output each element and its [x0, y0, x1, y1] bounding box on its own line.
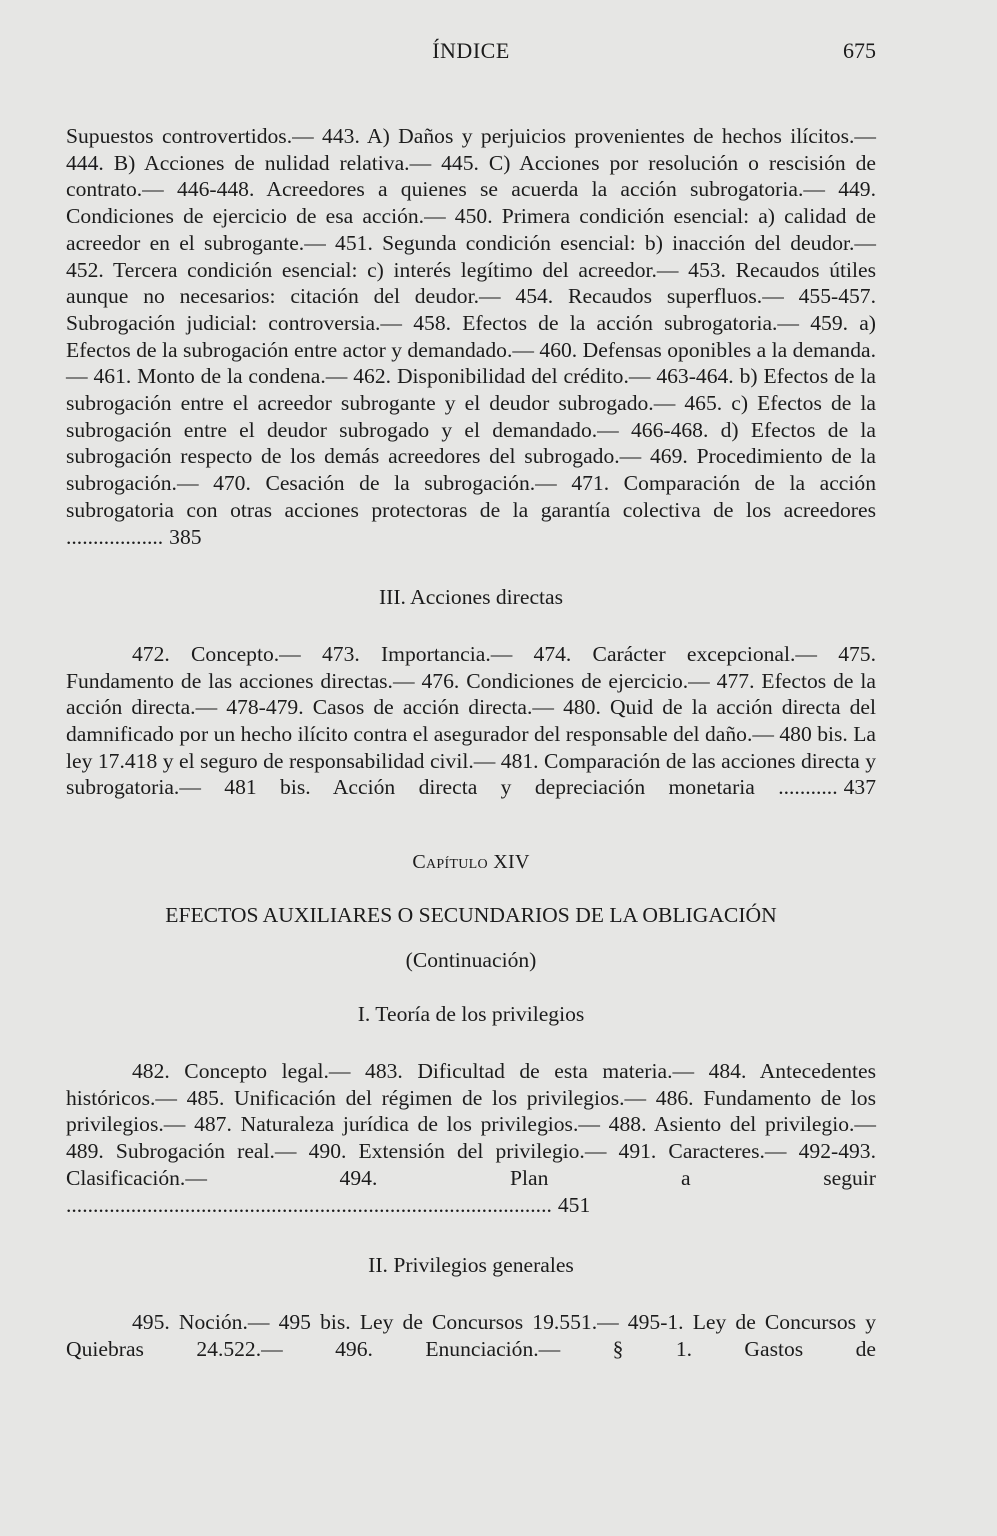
section-heading-privilegios-generales: II. Privilegios generales	[368, 1253, 574, 1278]
section-heading-acciones-directas: III. Acciones directas	[378, 585, 564, 610]
chapter-label: Capítulo XIV	[412, 851, 530, 874]
entry-page-ref: 385	[169, 524, 202, 549]
chapter-title: EFECTOS AUXILIARES O SECUNDARIOS DE LA OBLIGACIÓN	[165, 902, 777, 927]
entry-text: 472. Concepto.— 473. Importancia.— 474. Carácter excepcional.— 475. Fundamento de las acciones directas.— 476. Condiciones de ejercicio.— 477. Efectos de la acción directa.— 478-479. Casos de acción directa.— 480. Quid de la acción directa del damnificado por un hecho ilícito contra el asegurador del responsable del daño.— 480 bis. La ley 17.418 y el seguro de responsabilidad civil.— 481. Comparación de las acciones directa y subrogatoria.— 481 bis. Acción directa y depreciación monetaria ...........	[66, 641, 876, 800]
index-entry-subrogatoria	[66, 123, 876, 550]
index-entry-privilegios-generales	[66, 1309, 876, 1362]
index-body	[66, 123, 876, 1362]
entry-page-ref: 451	[557, 1192, 591, 1217]
index-entry-acciones-directas	[66, 641, 876, 801]
page-header	[66, 38, 876, 70]
section-heading-teoria-privilegios: I. Teoría de los privilegios	[357, 1002, 585, 1027]
entry-text: 482. Concepto legal.— 483. Dificultad de esta materia.— 484. Antecedentes históricos.— 485. Unificación del régimen de los privilegios.— 486. Fundamento de los privilegios.— 487. Naturaleza jurídica de los privilegios.— 488. Asiento del privilegio.— 489. Subrogación real.— 490. Extensión del privilegio.— 491. Caracteres.— 492-493. Clasificación.— 494. Plan a seguir ..........................................................................................	[66, 1058, 876, 1217]
page-number: 675	[843, 38, 876, 63]
index-entry-teoria-privilegios	[66, 1058, 876, 1218]
entry-text: Supuestos controvertidos.— 443. A) Daños y perjuicios provenientes de hechos ilícitos.— 444. B) Acciones de nulidad relativa.— 445. C) Acciones por resolución o rescisión de contrato.— 446-448. Acreedores a quienes se acuerda la acción subrogatoria.— 449. Condiciones de ejercicio de esa acción.— 450. Primera condición esencial: a) calidad de acreedor en el subrogante.— 451. Segunda condición esencial: b) inacción del deudor.— 452. Tercera condición esencial: c) interés legítimo del acreedor.— 453. Recaudos útiles aunque no necesarios: citación del deudor.— 454. Recaudos superfluos.— 455-457. Subrogación judicial: controversia.— 458. Efectos de la acción subrogatoria.— 459. a) Efectos de la subrogación entre actor y demandado.— 460. Defensas oponibles a la demanda.— 461. Monto de la condena.— 462. Disponibilidad del crédito.— 463-464. b) Efectos de la subrogación entre el acreedor subrogante y el deudor subrogado.— 465. c) Efectos de la subrogación entre el deudor subrogado y el demandado.— 466-468. d) Efectos de la subrogación respecto de los demás acreedores del subrogado.— 469. Procedimiento de la subrogación.— 470. Cesación de la subrogación.— 471. Comparación de la acción subrogatoria con otras acciones protectoras de la garantía colectiva de los acreedores ..................	[66, 124, 876, 549]
running-title: ÍNDICE	[432, 38, 510, 63]
chapter-continuation: (Continuación)	[405, 947, 537, 972]
entry-text: 495. Noción.— 495 bis. Ley de Concursos 19.551.— 495-1. Ley de Concursos y Quiebras 24.522.— 496. Enunciación.— § 1. Gastos de	[66, 1309, 876, 1361]
entry-page-ref: 437	[843, 775, 876, 800]
